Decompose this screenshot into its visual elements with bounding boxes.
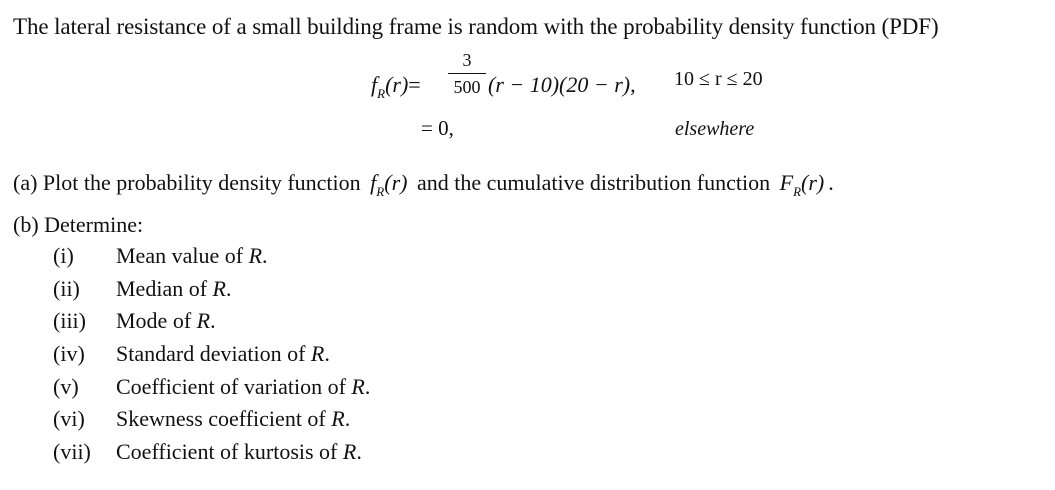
lhs-argument: (r) — [385, 72, 409, 97]
pdf-equation-lhs — [371, 72, 421, 101]
fraction-denominator: 500 — [453, 77, 481, 97]
pdf-fraction — [448, 50, 486, 97]
pdf-equation-line2: = 0, — [421, 116, 454, 140]
part-a-suffix: . — [828, 170, 834, 195]
list-item: (ii) Median of R. — [53, 275, 232, 301]
pdf-symbol: $f_R(r)$ — [370, 170, 408, 199]
list-item: (iv) Standard deviation of R. — [53, 341, 330, 367]
lhs-subscript: R — [377, 86, 386, 101]
pdf-equation-body: (r − 10)(20 − r), — [488, 72, 636, 97]
part-b-heading: (b) Determine: — [13, 212, 144, 237]
list-item: (vi) Skewness coefficient of R. — [53, 406, 351, 432]
lhs-function-symbol: f — [371, 72, 378, 97]
part-a-question — [13, 170, 834, 199]
pdf-elsewhere-condition: elsewhere — [675, 118, 755, 140]
pdf-range-condition: 10 ≤ r ≤ 20 — [674, 68, 763, 90]
list-item: (iii) Mode of R. — [53, 308, 216, 334]
list-item: (vii) Coefficient of kurtosis of R. — [53, 439, 362, 465]
intro-paragraph: The lateral resistance of a small building frame is random with the probability density function (PDF) — [13, 14, 939, 39]
fraction-bar — [448, 73, 486, 74]
list-item: (i) Mean value of R. — [53, 243, 268, 268]
part-a-middle: and the cumulative distribution function — [416, 170, 771, 195]
part-a-prefix: (a) Plot the probability density function — [13, 170, 361, 195]
list-item: (v) Coefficient of variation of R. — [53, 373, 371, 399]
part-b-item-list — [53, 243, 370, 472]
cdf-symbol: $F_R(r)$ — [779, 170, 825, 199]
fraction-numerator: 3 — [462, 50, 472, 70]
lhs-equals: = — [408, 72, 421, 97]
